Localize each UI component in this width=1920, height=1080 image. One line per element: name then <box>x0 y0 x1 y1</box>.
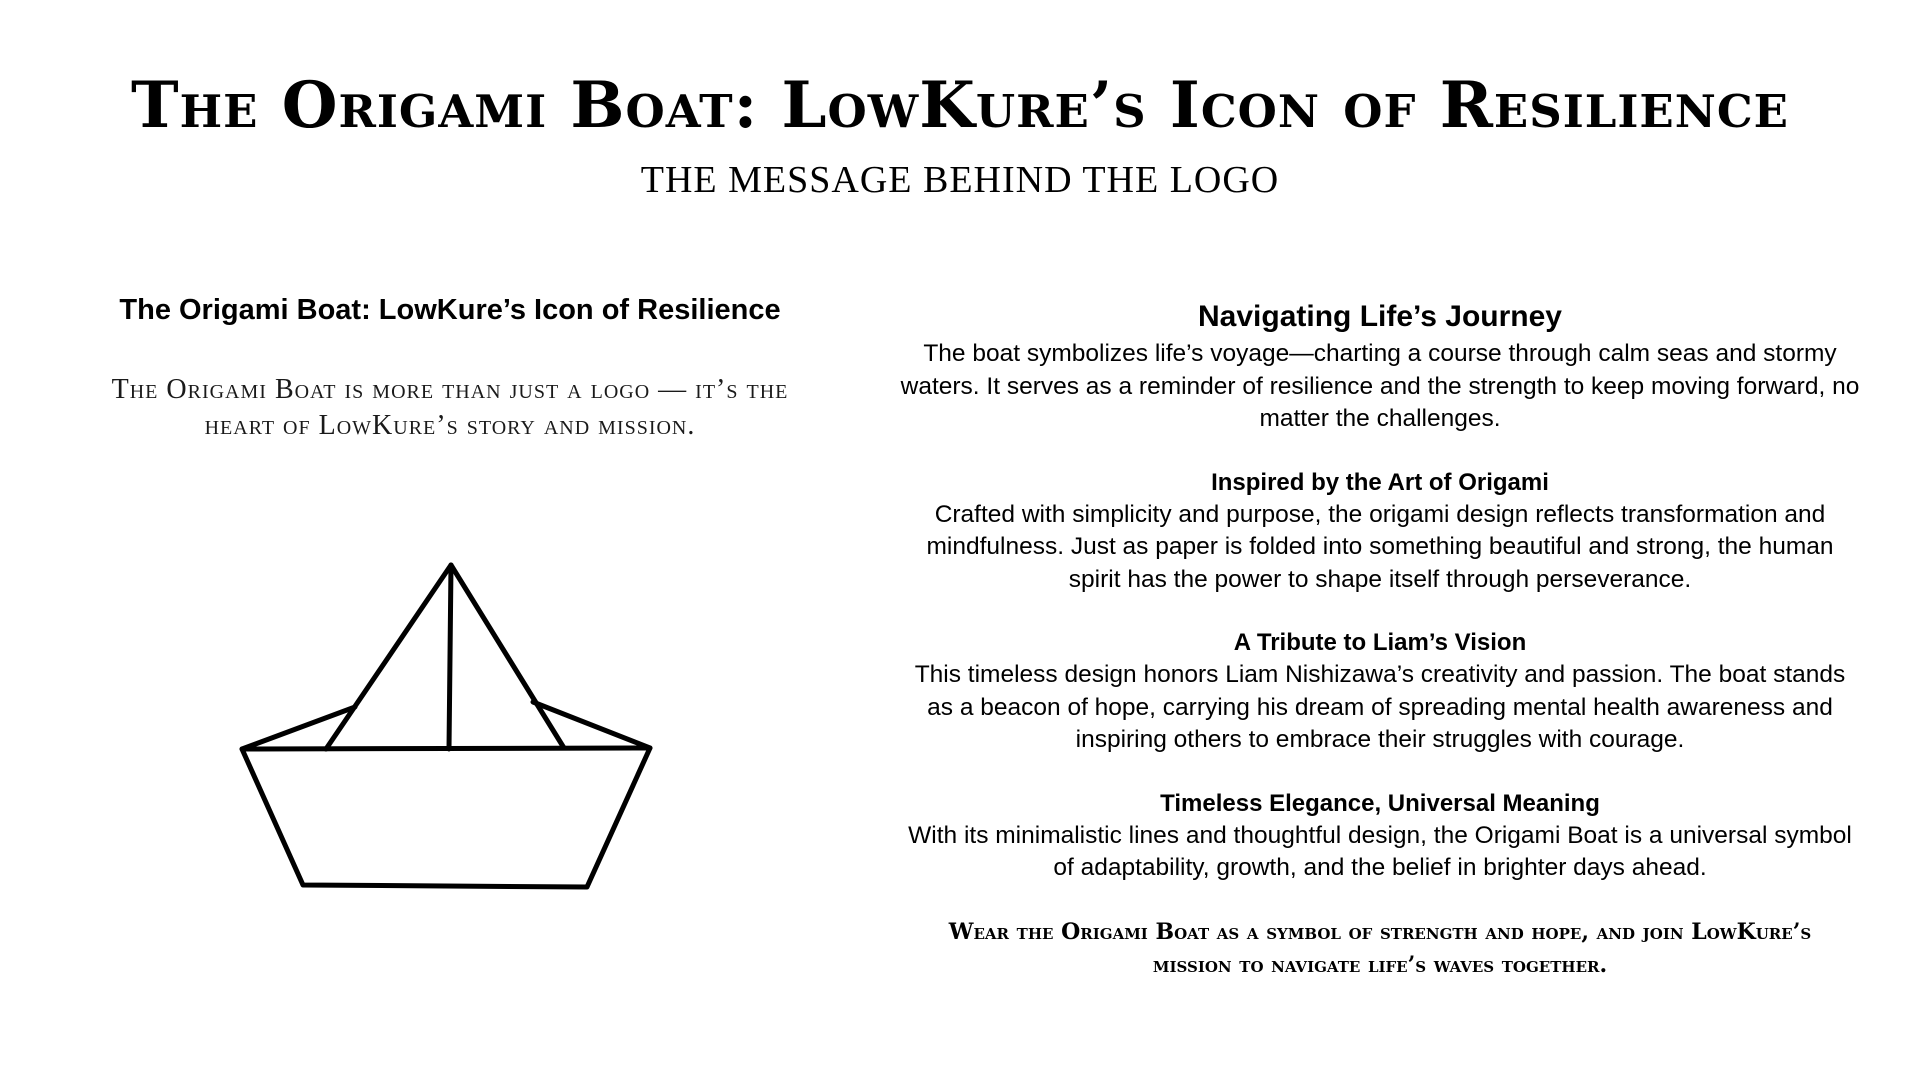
section-title: Timeless Elegance, Universal Meaning <box>1160 789 1600 817</box>
closing-statement: Wear the Origami Boat as a symbol of strength and hope, and join LowKure’s mission to navigate life’s waves together. <box>948 918 1812 978</box>
boat-sail <box>326 565 564 749</box>
section-journey <box>880 296 1880 436</box>
section-title: Navigating Life’s Journey <box>1198 300 1562 333</box>
section-body: With its minimalistic lines and thoughtful design, the Origami Boat is a universal symbol of adaptability, growth, and the belief in brighter days ahead. <box>908 821 1852 881</box>
left-heading: The Origami Boat: LowKure’s Icon of Resilience <box>119 294 781 326</box>
origami-boat-icon <box>230 545 660 895</box>
section-title: A Tribute to Liam’s Vision <box>1233 629 1527 656</box>
main-subtitle: THE MESSAGE BEHIND THE LOGO <box>640 159 1280 201</box>
left-intro: The Origami Boat is more than just a logo — it’s the heart of LowKure’s story and mission. <box>111 374 789 441</box>
section-body: The boat symbolizes life’s voyage—charting a course through calm seas and stormy waters. It serves as a reminder of resilience and the strength to keep moving forward, no matter the challenges. <box>900 340 1860 432</box>
section-title: Inspired by the Art of Origami <box>1211 468 1549 496</box>
main-title: The Origami Boat: LowKure’s Icon of Resilience <box>131 68 1789 143</box>
section-body: Crafted with simplicity and purpose, the origami design reflects transformation and mindfulness. Just as paper is folded into something beautiful and strong, the human spirit has the power to shape itself through perseverance. <box>926 500 1834 593</box>
section-origami <box>880 467 1880 597</box>
boat-mast <box>449 565 451 749</box>
section-elegance <box>880 788 1880 885</box>
section-tribute <box>880 627 1880 757</box>
section-body: This timeless design honors Liam Nishizawa’s creativity and passion. The boat stands as a beacon of hope, carrying his dream of spreading mental health awareness and inspiring others to embrace their struggles with courage. <box>914 661 1846 753</box>
right-column <box>880 296 1880 982</box>
boat-hull <box>242 748 650 887</box>
